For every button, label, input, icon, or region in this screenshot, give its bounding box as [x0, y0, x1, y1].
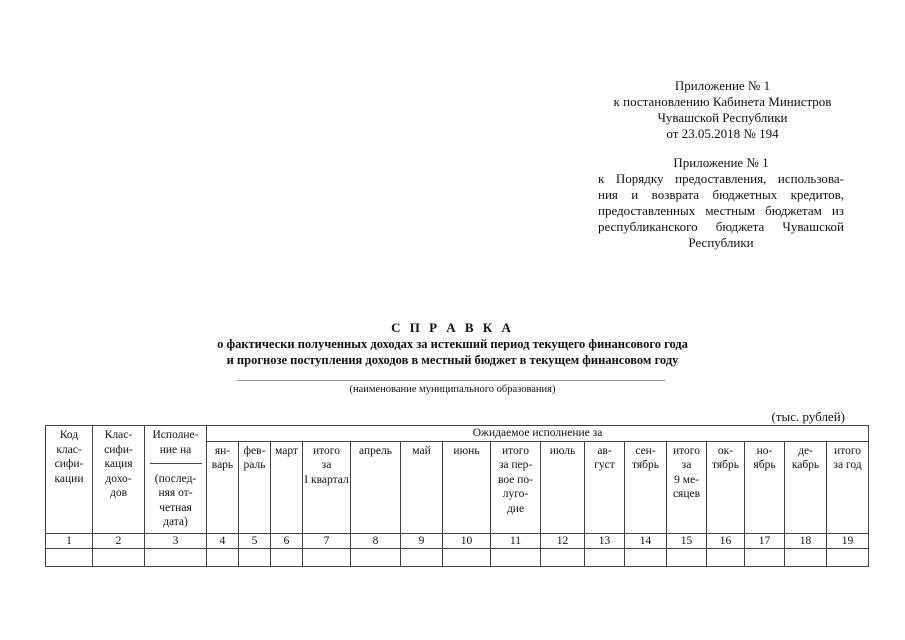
- header-line: апрель: [359, 444, 392, 457]
- table-cell: [625, 549, 667, 567]
- document-subtitle: [0, 336, 905, 368]
- header-line: клас-: [56, 443, 82, 456]
- column-number: 8: [351, 533, 401, 549]
- header-line: ок-: [717, 444, 734, 457]
- col-code-header: [46, 426, 93, 534]
- column-number: 19: [827, 533, 869, 549]
- header-line: густ: [594, 459, 615, 471]
- header-line: 9 ме-: [674, 473, 699, 486]
- document-title: С П Р А В К А: [391, 320, 514, 335]
- column-number: 16: [707, 533, 745, 549]
- header-line: за: [681, 459, 692, 471]
- header-line: но-: [756, 444, 773, 457]
- col-execution-header: [145, 426, 207, 534]
- header-line: четная: [159, 501, 192, 514]
- header-line: кации: [54, 472, 84, 485]
- column-number: 9: [401, 533, 443, 549]
- column-number: 6: [271, 533, 303, 549]
- table-cell: [271, 549, 303, 567]
- column-number: 15: [667, 533, 707, 549]
- appendix-1-line: Приложение № 1: [674, 78, 771, 93]
- header-line: итого: [834, 444, 862, 457]
- table-cell: [707, 549, 745, 567]
- appendix-1-line: Чувашской Республики: [657, 110, 788, 125]
- table-cell: [239, 549, 271, 567]
- appendix-2-line: ния и возврата бюджетных кредитов,: [598, 187, 844, 202]
- units-label: (тыс. рублей): [771, 409, 845, 424]
- month-header: [585, 441, 625, 533]
- appendix-2-line: республиканского бюджета Чувашской: [598, 219, 844, 234]
- header-line: март: [275, 444, 298, 457]
- column-number: 11: [491, 533, 541, 549]
- header-line: фев-: [243, 444, 266, 457]
- table-cell: [491, 549, 541, 567]
- header-line: сифи-: [54, 458, 84, 470]
- month-header: [827, 441, 869, 533]
- subtitle-line: о фактически полученных доходах за истекший период текущего финансового года: [217, 337, 688, 351]
- header-line: де-: [798, 444, 813, 457]
- month-header: [303, 441, 351, 533]
- column-number: 13: [585, 533, 625, 549]
- month-header: [625, 441, 667, 533]
- appendix-1-line: от 23.05.2018 № 194: [666, 126, 779, 141]
- month-header: [207, 441, 239, 533]
- month-header: [351, 441, 401, 533]
- header-line: итого: [313, 444, 340, 457]
- column-number: 1: [46, 533, 93, 549]
- municipality-fill-line: [237, 380, 665, 381]
- header-line: I квартал: [304, 473, 349, 486]
- header-line: дата): [163, 516, 188, 528]
- expected-execution-group-header: Ожидаемое исполнение за: [207, 426, 869, 442]
- header-line: июль: [549, 444, 576, 457]
- header-line: за пер-: [498, 459, 533, 471]
- month-header: [785, 441, 827, 533]
- table-cell: [401, 549, 443, 567]
- header-line: ние на: [159, 443, 192, 456]
- column-number: 14: [625, 533, 667, 549]
- income-table: [45, 425, 869, 567]
- header-line: май: [412, 444, 431, 457]
- month-header: [745, 441, 785, 533]
- column-number: 4: [207, 533, 239, 549]
- table-cell: [207, 549, 239, 567]
- appendix-2-block: [598, 155, 844, 251]
- col-classification-header: [93, 426, 145, 534]
- table-cell: [667, 549, 707, 567]
- header-line: за год: [833, 459, 862, 471]
- header-line: дохо-: [105, 472, 132, 485]
- header-line: Код: [59, 429, 79, 441]
- column-number: 3: [145, 533, 207, 549]
- month-header: [541, 441, 585, 533]
- appendix-1-line: к постановлению Кабинета Министров: [613, 94, 832, 109]
- table-row: [46, 549, 869, 567]
- appendix-2-line: Республики: [688, 235, 754, 250]
- header-line: няя от-: [158, 487, 193, 499]
- table-cell: [827, 549, 869, 567]
- header-line: кация: [104, 458, 133, 470]
- header-line: ян-: [214, 444, 231, 457]
- header-line: итого: [673, 444, 700, 457]
- appendix-1-block: [600, 78, 845, 142]
- table-cell: [351, 549, 401, 567]
- header-line: тябрь: [631, 459, 659, 471]
- header-line: (послед-: [154, 472, 197, 485]
- municipality-caption: (наименование муниципального образования): [349, 384, 556, 395]
- month-header: [707, 441, 745, 533]
- header-line: вое по-: [498, 473, 533, 486]
- header-line: июнь: [453, 444, 480, 457]
- column-number: 12: [541, 533, 585, 549]
- header-line: Клас-: [104, 429, 133, 441]
- header-line: кабрь: [791, 459, 820, 471]
- column-number-row: [46, 533, 869, 549]
- column-number: 7: [303, 533, 351, 549]
- header-line: варь: [211, 459, 234, 471]
- table-cell: [785, 549, 827, 567]
- header-line: луго-: [502, 488, 529, 500]
- appendix-2-line: к Порядку предоставления, использова-: [598, 171, 844, 186]
- header-line: тябрь: [711, 459, 739, 471]
- table-cell: [745, 549, 785, 567]
- column-number: 10: [443, 533, 491, 549]
- table-cell: [541, 549, 585, 567]
- column-number: 18: [785, 533, 827, 549]
- column-number: 17: [745, 533, 785, 549]
- header-line: дие: [506, 502, 525, 515]
- appendix-2-title: Приложение № 1: [673, 155, 769, 170]
- header-line: сифи-: [104, 443, 133, 456]
- table-cell: [443, 549, 491, 567]
- table-cell: [585, 549, 625, 567]
- month-header: [443, 441, 491, 533]
- header-line: сен-: [635, 444, 656, 457]
- header-line: сяцев: [672, 488, 701, 500]
- header-line: дов: [109, 487, 128, 499]
- month-header: [491, 441, 541, 533]
- header-line: за: [321, 459, 332, 471]
- header-line: Исполне-: [152, 429, 199, 441]
- appendix-2-line: предоставленных местным бюджетам из: [598, 203, 844, 218]
- table-cell: [145, 549, 207, 567]
- column-number: 2: [93, 533, 145, 549]
- column-number: 5: [239, 533, 271, 549]
- table-cell: [46, 549, 93, 567]
- subtitle-line: и прогнозе поступления доходов в местный бюджет в текущем финансовом году: [226, 353, 679, 367]
- header-row: [46, 426, 869, 442]
- blank-date-line: [150, 463, 202, 464]
- header-line: раль: [243, 459, 266, 471]
- month-header: [271, 441, 303, 533]
- month-header: [667, 441, 707, 533]
- table-cell: [303, 549, 351, 567]
- table-cell: [93, 549, 145, 567]
- header-line: итого: [502, 444, 529, 457]
- month-header: [239, 441, 271, 533]
- header-line: ав-: [597, 444, 612, 457]
- header-line: ябрь: [753, 459, 776, 471]
- month-header: [401, 441, 443, 533]
